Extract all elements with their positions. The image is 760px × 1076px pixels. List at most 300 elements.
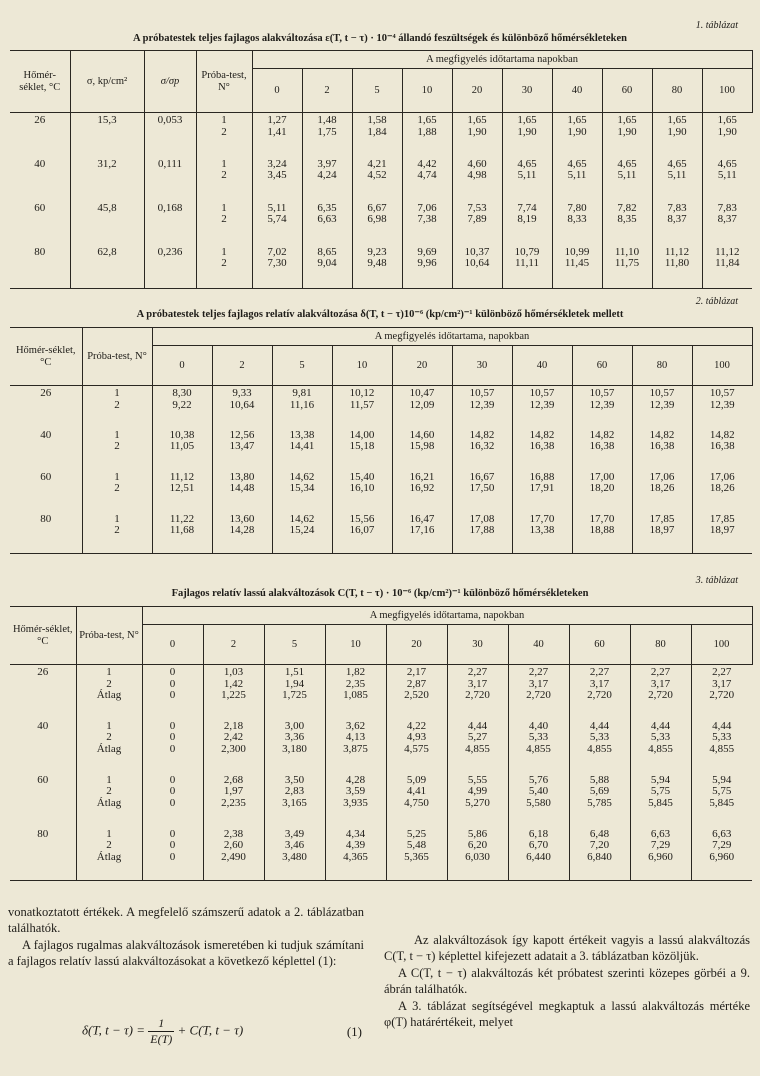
formula-denominator: E(T) <box>150 1032 173 1046</box>
table3-number: 3. táblázat <box>695 575 738 586</box>
value-cell <box>572 428 632 470</box>
table-row <box>10 827 752 881</box>
table1.rows.0.vals.1-line: 1,48 <box>317 114 337 126</box>
temp-cell: 80 <box>37 827 49 840</box>
sigma-cell: 45,8 <box>70 201 144 245</box>
table2 <box>10 327 753 554</box>
table2.rows.2.vals.1-line: 14,48 <box>229 482 255 495</box>
table2-header-specimen: Próba-test, N° <box>82 328 152 386</box>
table2.rows.3.vals.2-line: 14,62 <box>289 512 315 525</box>
table1.rows.2.vals.7-line: 7,82 <box>617 201 637 214</box>
table-row <box>10 512 752 554</box>
value-cell <box>702 157 752 201</box>
value-cell <box>569 827 630 881</box>
table-row <box>10 719 752 773</box>
table2.rows.0.vals.7-line: 12,39 <box>589 398 615 411</box>
table3-title: Fajlagos relatív lassú alakváltozások C(T, t − τ) · 10⁻⁶ (kp/cm²)⁻¹ különböző hőmérsékleteken <box>171 588 589 599</box>
table3.rows.0.vals.2-line: 1,94 <box>284 677 305 690</box>
table3.rows.1.vals.4-line: 4,93 <box>406 731 427 744</box>
table1.rows.1.vals.9-line: 4,65 <box>717 157 737 170</box>
day-header: 100 <box>691 625 752 665</box>
table1.rows.0.vals.9-line: 1,65 <box>717 114 737 126</box>
table2.rows.2.vals.2-line: 15,34 <box>289 482 315 495</box>
value-cell <box>452 470 512 512</box>
table3.rows.0.vals.9-line: 2,720 <box>709 689 735 702</box>
table3.rows.0.vals.8-line: 2,27 <box>650 666 671 678</box>
specimen-cell <box>82 470 152 512</box>
table2.rows.3.spec-line: 2 <box>114 524 120 537</box>
value-cell <box>691 665 752 719</box>
table1.rows.2.vals.0-line: 5,74 <box>267 213 287 226</box>
value-cell <box>152 512 212 554</box>
table1.rows.3.vals.5-line: 11,11 <box>515 257 539 270</box>
table3.rows.0.vals.2-line: 1,51 <box>284 666 305 678</box>
value-cell <box>602 245 652 289</box>
table3.rows.3.spec-line: 1 <box>106 827 112 840</box>
table3.rows.2.vals.0-line: 0 <box>169 785 176 798</box>
table2.rows.0.vals.2-line: 11,16 <box>289 398 315 411</box>
table3.rows.0.spec-line: 1 <box>106 666 112 678</box>
table2.rows.1.vals.5-line: 16,32 <box>469 440 495 453</box>
table1.rows.1.vals.6-line: 4,65 <box>567 157 587 170</box>
table1-header-sigma: σ, kp/cm² <box>70 51 144 113</box>
table1.rows.2.vals.9-line: 8,37 <box>717 213 737 226</box>
table2.rows.3.vals.2-line: 15,24 <box>289 524 315 537</box>
specimen-cell <box>196 245 252 289</box>
table2.rows.1.vals.8-line: 16,38 <box>649 440 675 453</box>
table2.rows.3.vals.7-line: 18,88 <box>589 524 615 537</box>
table2.rows.3.vals.1-line: 13,60 <box>229 512 255 525</box>
day-header: 80 <box>652 69 702 113</box>
table3.rows.2.vals.2-line: 3,50 <box>284 773 305 786</box>
sigma-cell: 62,8 <box>70 245 144 289</box>
value-cell <box>652 245 702 289</box>
table2.rows.1.vals.3-line: 14,00 <box>349 428 375 441</box>
table2.rows.0.vals.4-line: 10,47 <box>409 387 435 399</box>
left-paragraph-2: A fajlagos rugalmas alakváltozások ismeretében ki tudjuk számítani a fajlagos relatív lassú alakváltozásokat a következő képlettel (1): <box>8 938 364 968</box>
table2.rows.3.vals.1-line: 14,28 <box>229 524 255 537</box>
value-cell <box>652 157 702 201</box>
table3.rows.2.vals.8-line: 5,845 <box>648 796 673 809</box>
value-cell <box>272 386 332 428</box>
value-cell <box>552 245 602 289</box>
day-header: 80 <box>630 625 691 665</box>
table3.rows.3.vals.6-line: 6,18 <box>528 827 549 840</box>
value-cell <box>272 512 332 554</box>
table3.rows.3.vals.7-line: 6,840 <box>587 850 612 863</box>
value-cell <box>502 157 552 201</box>
table1.rows.2.vals.8-line: 7,83 <box>667 201 687 214</box>
formula-fraction <box>148 1016 174 1047</box>
table2.rows.3.vals.9-line: 18,97 <box>709 524 735 537</box>
day-header: 40 <box>552 69 602 113</box>
table3.rows.2.vals.1-line: 2,235 <box>221 796 246 809</box>
specimen-cell <box>196 157 252 201</box>
table1.rows.3.vals.8-line: 11,12 <box>664 245 690 258</box>
table1.rows.1.spec-line: 2 <box>221 169 227 182</box>
table2.rows.0.vals.4-line: 12,09 <box>409 398 435 411</box>
table3.rows.3.vals.0-line: 0 <box>169 850 176 863</box>
table1.rows.1.vals.9-line: 5,11 <box>717 169 737 182</box>
table3.rows.2.vals.1-line: 2,68 <box>223 773 244 786</box>
value-cell <box>447 827 508 881</box>
table2.rows.0.vals.3-line: 11,57 <box>349 398 375 411</box>
value-cell <box>552 113 602 157</box>
table3.rows.3.vals.0-line: 0 <box>169 827 176 840</box>
table2.rows.1.vals.9-line: 14,82 <box>709 428 735 441</box>
table1.rows.0.vals.1-line: 1,75 <box>317 125 337 138</box>
table1.rows.0.vals.0-line: 1,41 <box>267 125 287 138</box>
day-header: 80 <box>632 346 692 386</box>
table2.rows.1.vals.3-line: 15,18 <box>349 440 375 453</box>
value-cell <box>452 201 502 245</box>
table3.rows.1.vals.4-line: 4,22 <box>406 719 427 732</box>
value-cell <box>452 512 512 554</box>
value-cell <box>332 386 392 428</box>
value-cell <box>212 428 272 470</box>
formula-number: (1) <box>346 1024 362 1039</box>
table3.rows.3.vals.9-line: 7,29 <box>712 839 732 852</box>
table3.rows.1.vals.9-line: 4,855 <box>709 742 735 755</box>
temp-cell: 60 <box>40 470 52 483</box>
value-cell <box>402 201 452 245</box>
table3.rows.2.vals.6-line: 5,76 <box>528 773 549 786</box>
value-cell <box>264 827 325 881</box>
table1.rows.0.vals.6-line: 1,90 <box>567 125 587 138</box>
table1.rows.2.vals.2-line: 6,67 <box>367 201 387 214</box>
formula-lhs: δ(T, t − τ) = <box>82 1022 146 1038</box>
table2.rows.2.vals.8-line: 17,06 <box>649 470 675 483</box>
day-header: 60 <box>602 69 652 113</box>
table1.rows.3.vals.5-line: 10,79 <box>514 245 540 258</box>
value-cell <box>572 512 632 554</box>
ratio-cell: 0,168 <box>144 201 196 245</box>
table-row <box>10 773 752 827</box>
table3.rows.1.vals.4-line: 4,575 <box>404 742 429 755</box>
table3.rows.0.vals.4-line: 2,520 <box>404 689 429 702</box>
value-cell <box>630 827 691 881</box>
table3.rows.1.spec-line: 1 <box>106 719 112 732</box>
table3.rows.0.vals.1-line: 1,42 <box>223 677 244 690</box>
value-cell <box>152 428 212 470</box>
table3.rows.3.vals.3-line: 4,34 <box>345 827 366 840</box>
specimen-cell <box>82 512 152 554</box>
table3.rows.1.vals.7-line: 4,855 <box>587 742 612 755</box>
table1.rows.0.spec-line: 1 <box>221 114 227 126</box>
value-cell <box>264 665 325 719</box>
table1.rows.2.vals.1-line: 6,63 <box>317 213 337 226</box>
value-cell <box>325 827 386 881</box>
table3-header-days: A megfigyelés időtartama, napokban <box>142 607 752 625</box>
table1.rows.3.vals.6-line: 10,99 <box>564 245 590 258</box>
table3.rows.3.vals.8-line: 7,29 <box>650 839 671 852</box>
value-cell <box>447 665 508 719</box>
value-cell <box>302 245 352 289</box>
table3.rows.0.vals.5-line: 2,27 <box>467 666 488 678</box>
table-row <box>10 665 752 719</box>
table3.rows.3.vals.6-line: 6,440 <box>526 850 551 863</box>
specimen-cell <box>76 773 142 827</box>
value-cell <box>142 827 203 881</box>
day-header: 2 <box>203 625 264 665</box>
table-row <box>10 113 752 157</box>
table3.rows.0.spec-line: 2 <box>106 677 112 690</box>
table1.rows.2.vals.1-line: 6,35 <box>317 201 337 214</box>
table3.rows.0.vals.3-line: 1,085 <box>343 689 368 702</box>
table3.rows.3.vals.5-line: 6,20 <box>467 839 488 852</box>
table3.rows.3.vals.9-line: 6,63 <box>712 827 732 840</box>
right-paragraph-1: Az alakváltozások így kapott értékeit vagyis a lassú alakváltozás C(T, t − τ) képlettel kifejezett adatait a 3. táblázatban közöljük. <box>384 933 750 963</box>
table2.rows.2.spec-line: 2 <box>114 482 120 495</box>
table3.rows.2.vals.6-line: 5,40 <box>528 785 549 798</box>
table3.rows.1.vals.1-line: 2,42 <box>223 731 244 744</box>
left-column <box>8 905 364 969</box>
value-cell <box>452 245 502 289</box>
value-cell <box>691 773 752 827</box>
table3.rows.1.vals.5-line: 5,27 <box>467 731 488 744</box>
value-cell <box>212 470 272 512</box>
table2.rows.3.vals.3-line: 15,56 <box>349 512 375 525</box>
table3.rows.1.vals.2-line: 3,36 <box>284 731 305 744</box>
table2.rows.1.vals.5-line: 14,82 <box>469 428 495 441</box>
table2.rows.0.vals.6-line: 12,39 <box>529 398 555 411</box>
day-header: 10 <box>325 625 386 665</box>
table2.rows.2.spec-line: 1 <box>114 470 120 483</box>
table2.rows.3.vals.8-line: 18,97 <box>649 524 675 537</box>
table2.rows.0.vals.0-line: 8,30 <box>172 387 192 399</box>
table2.rows.2.vals.1-line: 13,80 <box>229 470 255 483</box>
table3.rows.1.vals.0-line: 0 <box>169 742 176 755</box>
value-cell <box>386 719 447 773</box>
table1.rows.0.vals.5-line: 1,65 <box>517 114 537 126</box>
table3.rows.3.vals.7-line: 6,48 <box>589 827 610 840</box>
value-cell <box>702 245 752 289</box>
table2.rows.0.vals.8-line: 10,57 <box>649 387 675 399</box>
table2.rows.3.spec-line: 1 <box>114 512 120 525</box>
table1.rows.3.spec-line: 1 <box>221 245 227 258</box>
value-cell <box>325 665 386 719</box>
table3.rows.0.vals.7-line: 2,720 <box>587 689 612 702</box>
value-cell <box>630 665 691 719</box>
table3.rows.2.spec-line: 2 <box>106 785 112 798</box>
value-cell <box>252 157 302 201</box>
table2.rows.2.vals.7-line: 17,00 <box>589 470 615 483</box>
value-cell <box>332 512 392 554</box>
table3.rows.3.vals.4-line: 5,25 <box>406 827 427 840</box>
table2.rows.1.vals.7-line: 16,38 <box>589 440 615 453</box>
table3.rows.0.vals.3-line: 2,35 <box>345 677 366 690</box>
table2.rows.2.vals.0-line: 11,12 <box>169 470 195 483</box>
value-cell <box>203 827 264 881</box>
table1.rows.2.vals.3-line: 7,06 <box>417 201 437 214</box>
temp-cell: 40 <box>40 428 52 441</box>
table2.rows.2.vals.4-line: 16,92 <box>409 482 435 495</box>
table3.rows.1.vals.8-line: 5,33 <box>650 731 671 744</box>
table1.rows.0.vals.4-line: 1,90 <box>467 125 487 138</box>
table3.rows.3.vals.2-line: 3,480 <box>282 850 307 863</box>
temp-cell: 26 <box>37 666 49 678</box>
table1.rows.1.vals.5-line: 4,65 <box>517 157 537 170</box>
day-header: 0 <box>152 346 212 386</box>
day-header: 5 <box>272 346 332 386</box>
table1.rows.3.vals.4-line: 10,64 <box>464 257 490 270</box>
table3.rows.3.vals.1-line: 2,60 <box>223 839 244 852</box>
value-cell <box>252 245 302 289</box>
table1.rows.3.vals.7-line: 11,10 <box>614 245 640 258</box>
table1.rows.0.vals.5-line: 1,90 <box>517 125 537 138</box>
table2.rows.2.vals.2-line: 14,62 <box>289 470 315 483</box>
table2.rows.3.vals.7-line: 17,70 <box>589 512 615 525</box>
table2.rows.3.vals.8-line: 17,85 <box>649 512 675 525</box>
value-cell <box>252 201 302 245</box>
table2.rows.3.vals.3-line: 16,07 <box>349 524 375 537</box>
table1.rows.3.vals.7-line: 11,75 <box>614 257 640 270</box>
table2.rows.0.vals.9-line: 12,39 <box>709 398 735 411</box>
table3.rows.0.vals.7-line: 2,27 <box>589 666 610 678</box>
table2.rows.1.vals.1-line: 12,56 <box>229 428 255 441</box>
table2.rows.2.vals.5-line: 17,50 <box>469 482 495 495</box>
table2.rows.2.vals.3-line: 16,10 <box>349 482 375 495</box>
value-cell <box>272 470 332 512</box>
table2.rows.1.vals.0-line: 11,05 <box>169 440 195 453</box>
temp-cell: 26 <box>34 114 46 126</box>
value-cell <box>152 470 212 512</box>
value-cell <box>632 386 692 428</box>
table3.rows.1.spec-line: Átlag <box>96 742 122 755</box>
value-cell <box>572 386 632 428</box>
table3.rows.0.vals.6-line: 2,27 <box>528 666 549 678</box>
day-header: 100 <box>692 346 752 386</box>
table2.rows.0.vals.9-line: 10,57 <box>709 387 735 399</box>
table1.rows.1.vals.7-line: 4,65 <box>617 157 637 170</box>
value-cell <box>691 719 752 773</box>
table2.rows.2.vals.6-line: 17,91 <box>529 482 555 495</box>
value-cell <box>452 157 502 201</box>
value-cell <box>252 113 302 157</box>
value-cell <box>630 773 691 827</box>
table3.rows.3.vals.2-line: 3,49 <box>284 827 305 840</box>
table3.rows.0.spec-line: Átlag <box>96 689 122 702</box>
table3.rows.2.vals.9-line: 5,75 <box>712 785 732 798</box>
table3.rows.3.vals.3-line: 4,39 <box>345 839 366 852</box>
table3.rows.0.vals.6-line: 3,17 <box>528 677 549 690</box>
table3.rows.0.vals.5-line: 3,17 <box>467 677 488 690</box>
temp-cell: 80 <box>34 245 46 258</box>
table3.rows.0.vals.1-line: 1,225 <box>221 689 246 702</box>
value-cell <box>332 470 392 512</box>
table1.rows.1.vals.3-line: 4,42 <box>417 157 437 170</box>
table3.rows.2.vals.3-line: 4,28 <box>345 773 366 786</box>
table2.rows.2.vals.3-line: 15,40 <box>349 470 375 483</box>
value-cell <box>502 113 552 157</box>
value-cell <box>572 470 632 512</box>
table3.rows.3.vals.0-line: 0 <box>169 839 176 852</box>
table1.rows.1.vals.4-line: 4,60 <box>467 157 487 170</box>
value-cell <box>264 719 325 773</box>
value-cell <box>630 719 691 773</box>
table1.rows.1.vals.0-line: 3,45 <box>267 169 287 182</box>
table3.rows.1.vals.9-line: 4,44 <box>712 719 732 732</box>
value-cell <box>386 665 447 719</box>
table3.rows.3.vals.5-line: 6,030 <box>465 850 490 863</box>
table2.rows.3.vals.4-line: 16,47 <box>409 512 435 525</box>
value-cell <box>502 201 552 245</box>
table3.rows.2.spec-line: 1 <box>106 773 112 786</box>
table1.rows.0.vals.2-line: 1,84 <box>367 125 387 138</box>
specimen-cell <box>196 201 252 245</box>
value-cell <box>392 470 452 512</box>
table2.rows.1.spec-line: 1 <box>114 428 120 441</box>
temp-cell: 40 <box>34 157 46 170</box>
specimen-cell <box>76 827 142 881</box>
table3.rows.2.vals.8-line: 5,94 <box>650 773 671 786</box>
temp-cell: 60 <box>34 201 46 214</box>
table1.rows.3.vals.1-line: 9,04 <box>317 257 337 270</box>
table3.rows.1.vals.6-line: 5,33 <box>528 731 549 744</box>
table2.rows.1.vals.4-line: 14,60 <box>409 428 435 441</box>
value-cell <box>692 470 752 512</box>
value-cell <box>325 773 386 827</box>
table1.rows.1.vals.3-line: 4,74 <box>417 169 437 182</box>
table1 <box>10 50 753 289</box>
table3.rows.0.vals.0-line: 0 <box>169 689 176 702</box>
table3.rows.2.vals.5-line: 4,99 <box>467 785 488 798</box>
table2.rows.3.vals.6-line: 17,70 <box>529 512 555 525</box>
value-cell <box>508 827 569 881</box>
table3.rows.3.vals.7-line: 7,20 <box>589 839 610 852</box>
value-cell <box>264 773 325 827</box>
table3.rows.3.spec-line: 2 <box>106 839 112 852</box>
table1.rows.0.vals.2-line: 1,58 <box>367 114 387 126</box>
table2.rows.1.vals.1-line: 13,47 <box>229 440 255 453</box>
specimen-cell <box>76 719 142 773</box>
table3.rows.2.vals.4-line: 4,750 <box>404 796 429 809</box>
value-cell <box>632 428 692 470</box>
value-cell <box>508 665 569 719</box>
table3.rows.2.vals.3-line: 3,935 <box>343 796 368 809</box>
sigma-cell: 31,2 <box>70 157 144 201</box>
table3.rows.2.vals.2-line: 2,83 <box>284 785 305 798</box>
table3.rows.2.vals.7-line: 5,88 <box>589 773 610 786</box>
day-header: 30 <box>502 69 552 113</box>
table3.rows.2.vals.2-line: 3,165 <box>282 796 307 809</box>
table3.rows.2.spec-line: Átlag <box>96 796 122 809</box>
day-header: 10 <box>402 69 452 113</box>
table2.rows.1.spec-line: 2 <box>114 440 120 453</box>
day-header: 60 <box>569 625 630 665</box>
table2.rows.3.vals.4-line: 17,16 <box>409 524 435 537</box>
table1.rows.3.vals.9-line: 11,12 <box>715 245 740 258</box>
ratio-cell: 0,111 <box>144 157 196 201</box>
table2-title: A próbatestek teljes fajlagos relatív alakváltozása δ(T, t − τ)10⁻⁶ (kp/cm²)⁻¹ különböző hőmérsékletek mellett <box>136 309 624 320</box>
value-cell <box>502 245 552 289</box>
table2.rows.1.vals.7-line: 14,82 <box>589 428 615 441</box>
day-header: 100 <box>702 69 752 113</box>
table1.rows.3.vals.0-line: 7,30 <box>267 257 287 270</box>
table3.rows.2.vals.4-line: 5,09 <box>406 773 427 786</box>
day-header: 40 <box>508 625 569 665</box>
table1.rows.3.vals.2-line: 9,23 <box>367 245 387 258</box>
left-paragraph-1: vonatkoztatott értékek. A megfelelő számszerű adatok a 2. táblázatban találhatók. <box>8 905 364 935</box>
table1.rows.1.vals.1-line: 3,97 <box>317 157 337 170</box>
value-cell <box>632 512 692 554</box>
table1.rows.3.vals.4-line: 10,37 <box>464 245 490 258</box>
table2.rows.2.vals.8-line: 18,26 <box>649 482 675 495</box>
value-cell <box>552 201 602 245</box>
table3-header-temp: Hőmér-séklet, °C <box>10 607 76 665</box>
table3.rows.1.vals.3-line: 3,62 <box>345 719 366 732</box>
table1.rows.3.vals.9-line: 11,84 <box>715 257 740 270</box>
